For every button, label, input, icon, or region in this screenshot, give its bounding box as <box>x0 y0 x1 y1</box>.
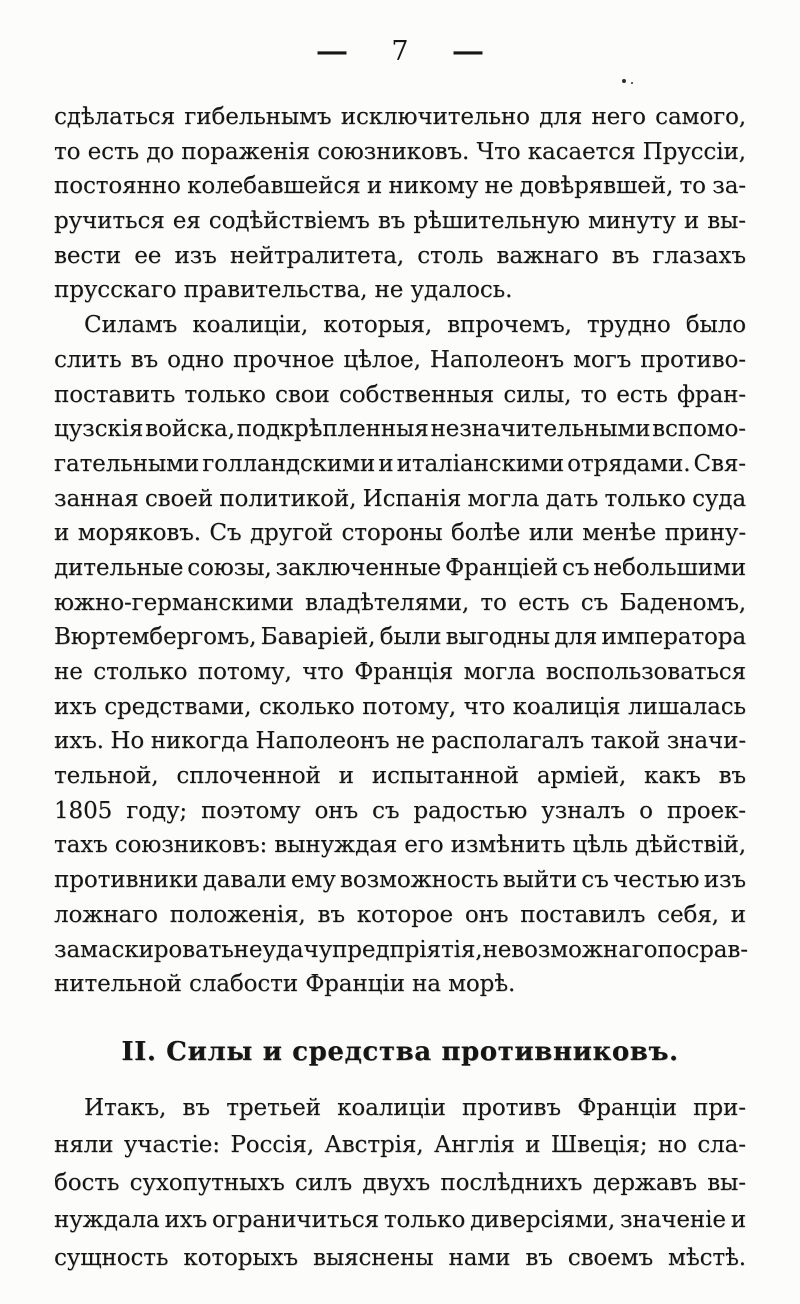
text-line: слить въ одно прочное цѣлое, Наполеонъ могъ противо- <box>54 346 746 373</box>
text-line: ихъ средствами, сколько потому, что коалиція лишалась <box>54 693 746 720</box>
text-line: ложнаго положенія, въ которое онъ поставилъ себя, и <box>54 901 746 928</box>
text-line: то есть до пораженія союзниковъ. Что касается Пруссіи, <box>54 138 746 165</box>
text-line: 1805 году; поэтому онъ съ радостью узналъ о проек- <box>54 797 746 824</box>
text-line: гательными голландскими и италіанскими отрядами. Свя- <box>54 450 746 477</box>
section-heading: II. Силы и средства противниковъ. <box>121 1036 679 1067</box>
text-line: ихъ. Но никогда Наполеонъ не располагалъ такой значи- <box>54 728 746 755</box>
text-line: тельной, сплоченной и испытанной арміей, какъ въ <box>54 763 746 790</box>
text-line: бость сухопутныхъ силъ двухъ послѣднихъ державъ вы- <box>54 1169 746 1196</box>
header-dash-right: — <box>451 36 484 67</box>
page-number: 7 <box>391 36 409 67</box>
text-line: не столько потому, что Франція могла воспользоваться <box>54 659 746 685</box>
text-line: постоянно колебавшейся и никому не довѣрявшей, то за- <box>54 173 746 200</box>
header-dash-left: — <box>316 36 349 67</box>
text-line: противники давали ему возможность выйти съ честью изъ <box>54 867 746 894</box>
text-line: сущность которыхъ выяснены нами въ своемъ мѣстѣ. <box>54 1244 746 1271</box>
text-line: южно-германскими владѣтелями, то есть съ Баденомъ, <box>54 589 746 616</box>
text-line: сдѣлаться гибельнымъ исключительно для него самого, <box>54 104 746 130</box>
text-line: дительные союзы, заключенные Франціей съ небольшими <box>54 554 746 581</box>
paragraphs-before-heading <box>54 100 746 1002</box>
text-line: Силамъ коалиціи, которыя, впрочемъ, трудно было <box>84 312 746 339</box>
text-block <box>54 0 746 1277</box>
text-line: прусскаго правительства, не удалось. <box>54 277 513 304</box>
paragraph-2 <box>54 308 746 1002</box>
text-line: нуждала ихъ ограничиться только диверсіями, значеніе и <box>54 1207 746 1234</box>
text-line: ручиться ея содѣйствіемъ въ рѣшительную минуту и вы- <box>54 208 746 235</box>
paragraph-1 <box>54 1090 746 1278</box>
text-line: занная своей политикой, Испанія могла дать только суда <box>54 485 746 512</box>
text-line: Итакъ, въ третьей коалиціи противъ Франціи при- <box>84 1094 746 1121</box>
paragraph-1 <box>54 100 746 308</box>
text-line: замаскировать неудачу предпріятія, невозможнаго по срав- <box>54 936 748 963</box>
text-line: Вюртембергомъ, Баваріей, были выгодны для императора <box>54 624 746 651</box>
text-line: тахъ союзниковъ: вынуждая его измѣнить цѣль дѣйствій, <box>54 832 746 859</box>
text-line: вести ее изъ нейтралитета, столь важнаго въ глазахъ <box>54 242 746 269</box>
text-line: и моряковъ. Съ другой стороны болѣе или менѣе прину- <box>54 520 746 547</box>
text-line: нительной слабости Франціи на морѣ. <box>54 971 516 998</box>
text-line: няли участіе: Россія, Австрія, Англія и Швеція; но сла- <box>54 1132 746 1159</box>
paragraphs-after-heading <box>54 1090 746 1278</box>
text-line: цузскія войска, подкрѣпленныя незначительными вспомо- <box>54 416 746 443</box>
text-line: поставить только свои собственныя силы, то есть фран- <box>54 381 746 408</box>
